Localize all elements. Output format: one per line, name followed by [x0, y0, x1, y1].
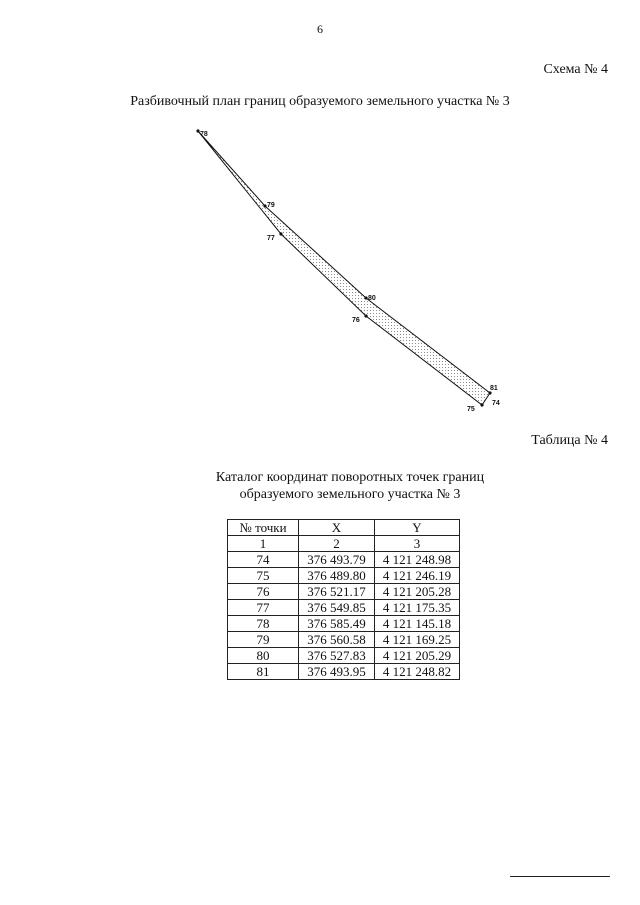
cell-y: 4 121 169.25	[375, 632, 460, 648]
header-y: Y	[375, 520, 460, 536]
column-number: 1	[228, 536, 299, 552]
table-row	[228, 568, 460, 584]
table-row	[228, 648, 460, 664]
cell-point: 81	[228, 664, 299, 680]
point-75	[467, 403, 484, 413]
cell-x: 376 493.95	[299, 664, 375, 680]
table-row	[228, 632, 460, 648]
table-header-row	[228, 520, 460, 536]
cell-y: 4 121 246.19	[375, 568, 460, 584]
point-label: 81	[490, 385, 498, 392]
cell-y: 4 121 145.18	[375, 616, 460, 632]
point-label: 78	[200, 131, 208, 138]
catalog-title-line: образуемого земельного участка № 3	[239, 487, 461, 502]
cell-point: 77	[228, 600, 299, 616]
point-label: 79	[267, 202, 275, 209]
point-81	[488, 385, 497, 395]
catalog-title	[0, 469, 640, 503]
cell-x: 376 493.79	[299, 552, 375, 568]
point-label: 74	[492, 400, 500, 407]
point-label: 75	[467, 406, 475, 413]
cell-point: 74	[228, 552, 299, 568]
cell-y: 4 121 205.28	[375, 584, 460, 600]
parcel-polygon	[198, 131, 490, 405]
table-column-numbers-row	[228, 536, 460, 552]
table-row	[228, 584, 460, 600]
scheme-label: Схема № 4	[543, 62, 608, 77]
cell-x: 376 560.58	[299, 632, 375, 648]
boundary-plan	[0, 0, 640, 440]
cell-point: 78	[228, 616, 299, 632]
table-row	[228, 600, 460, 616]
cell-x: 376 585.49	[299, 616, 375, 632]
plan-title: Разбивочный план границ образуемого земельного участка № 3	[130, 94, 510, 109]
column-number: 3	[375, 536, 460, 552]
table-row	[228, 616, 460, 632]
point-74	[492, 400, 500, 407]
table-label: Таблица № 4	[531, 433, 608, 448]
point-label: 77	[267, 235, 275, 242]
table-row	[228, 552, 460, 568]
column-number: 2	[299, 536, 375, 552]
page-number: 6	[317, 22, 323, 36]
coordinates-table	[227, 519, 460, 680]
header-point-number: № точки	[228, 520, 299, 536]
header-x: X	[299, 520, 375, 536]
footer-divider	[510, 876, 610, 877]
cell-point: 79	[228, 632, 299, 648]
point-77	[267, 232, 283, 242]
table-row	[228, 664, 460, 680]
cell-point: 76	[228, 584, 299, 600]
cell-y: 4 121 248.98	[375, 552, 460, 568]
cell-point: 80	[228, 648, 299, 664]
cell-point: 75	[228, 568, 299, 584]
point-78	[196, 129, 207, 138]
cell-x: 376 521.17	[299, 584, 375, 600]
cell-y: 4 121 205.29	[375, 648, 460, 664]
cell-y: 4 121 248.82	[375, 664, 460, 680]
point-label: 80	[368, 295, 376, 302]
cell-x: 376 489.80	[299, 568, 375, 584]
cell-x: 376 549.85	[299, 600, 375, 616]
catalog-title-line: Каталог координат поворотных точек границ	[215, 470, 485, 485]
point-label: 76	[352, 317, 360, 324]
point-76	[352, 314, 368, 324]
cell-y: 4 121 175.35	[375, 600, 460, 616]
cell-x: 376 527.83	[299, 648, 375, 664]
